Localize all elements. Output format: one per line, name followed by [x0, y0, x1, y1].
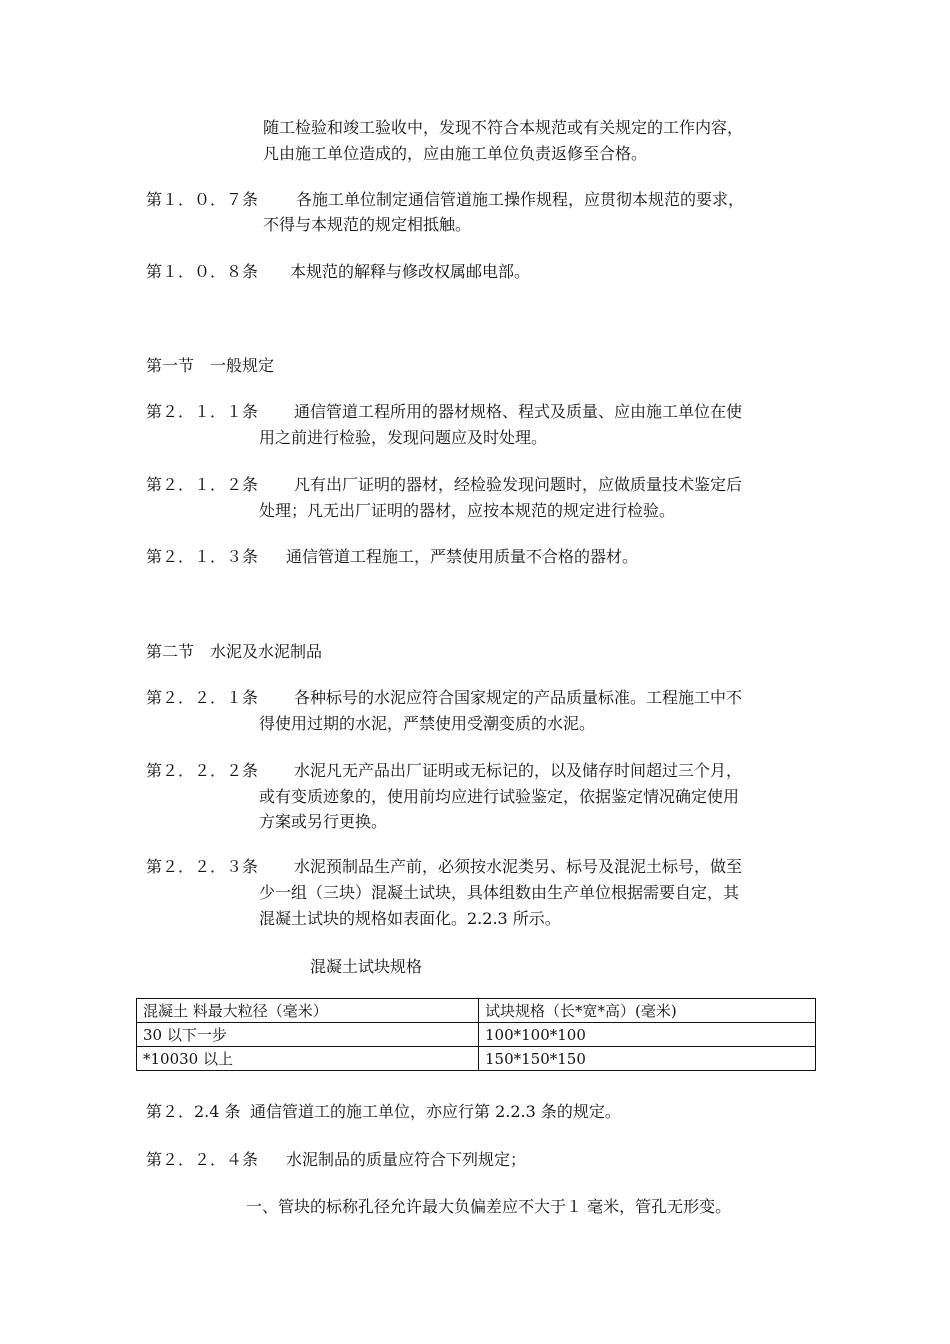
- clause-text-line: 水泥预制品生产前，必须按水泥类另、标号及混泥土标号，做至: [294, 857, 743, 876]
- intro-line-2: 凡由施工单位造成的，应由施工单位负责返修至合格。: [263, 144, 648, 163]
- clause-text-line: 凡有出厂证明的器材，经检验发现问题时，应做质量技术鉴定后: [294, 475, 743, 494]
- clause-text-line: 本规范的解释与修改权属邮电部。: [290, 262, 531, 281]
- clause-number: 第２．2.4 条: [146, 1102, 241, 1121]
- clause-text-line: 各施工单位制定通信管道施工操作规程，应贯彻本规范的要求，: [296, 190, 745, 209]
- clause-text-line: 通信管道工程所用的器材规格、程式及质量、应由施工单位在使: [294, 402, 743, 421]
- clause-text-line: 处理；凡无出厂证明的器材，应按本规范的规定进行检验。: [259, 501, 676, 520]
- clause-number: 第２．２．２条: [146, 761, 259, 780]
- clause-text-line: 混凝土试块的规格如表面化。2.2.3 所示。: [259, 909, 561, 928]
- table-cell: *10030 以上: [137, 1047, 479, 1071]
- section-heading: 第一节 一般规定: [146, 356, 275, 375]
- clause-number: 第２．２．４条: [146, 1150, 259, 1169]
- clause-text-line: 不得与本规范的规定相抵触。: [263, 215, 472, 234]
- clause-number: 第２．２．３条: [146, 857, 259, 876]
- list-item: 一、管块的标称孔径允许最大负偏差应不大于１ 毫米，管孔无形变。: [246, 1197, 732, 1216]
- table-header-row: [137, 999, 816, 1023]
- clause-text-line: 水泥制品的质量应符合下列规定；: [286, 1150, 527, 1169]
- table-header-cell: 试块规格（长*宽*高）(毫米): [479, 999, 816, 1023]
- specimen-size-table: [136, 998, 816, 1071]
- clause-text-line: 方案或另行更换。: [259, 812, 388, 831]
- clause-text-line: 水泥凡无产品出厂证明或无标记的，以及储存时间超过三个月，: [294, 761, 743, 780]
- intro-line-1: 随工检验和竣工验收中，发现不符合本规范或有关规定的工作内容，: [263, 118, 744, 137]
- table-row: [137, 1023, 816, 1047]
- clause-number: 第２．１．１条: [146, 402, 259, 421]
- table-cell: 150*150*150: [479, 1047, 816, 1071]
- clause-text-line: 少一组（三块）混凝土试块，具体组数由生产单位根据需要自定，其: [259, 883, 740, 902]
- clause-text-line: 各种标号的水泥应符合国家规定的产品质量标准。工程施工中不: [294, 688, 743, 707]
- clause-number: 第１．０．７条: [146, 190, 259, 209]
- clause-text-line: 得使用过期的水泥，严禁使用受潮变质的水泥。: [259, 714, 596, 733]
- section-heading: 第二节 水泥及水泥制品: [146, 642, 323, 661]
- clause-number: 第２．２．１条: [146, 688, 259, 707]
- clause-text-line: 通信管道工的施工单位，亦应行第 2.2.3 条的规定。: [250, 1102, 621, 1121]
- clause-number: 第１．０．８条: [146, 262, 259, 281]
- table-header-cell: 混凝土 料最大粒径（毫米）: [137, 999, 479, 1023]
- table-caption: 混凝土试块规格: [310, 957, 423, 976]
- table-cell: 100*100*100: [479, 1023, 816, 1047]
- clause-number: 第２．１．２条: [146, 475, 259, 494]
- table-row: [137, 1047, 816, 1071]
- table-cell: 30 以下一步: [137, 1023, 479, 1047]
- clause-text-line: 用之前进行检验，发现问题应及时处理。: [259, 428, 548, 447]
- clause-number: 第２．１．３条: [146, 547, 259, 566]
- clause-text-line: 或有变质迹象的，使用前均应进行试验鉴定，依据鉴定情况确定使用: [259, 787, 740, 806]
- clause-text-line: 通信管道工程施工，严禁使用质量不合格的器材。: [286, 547, 639, 566]
